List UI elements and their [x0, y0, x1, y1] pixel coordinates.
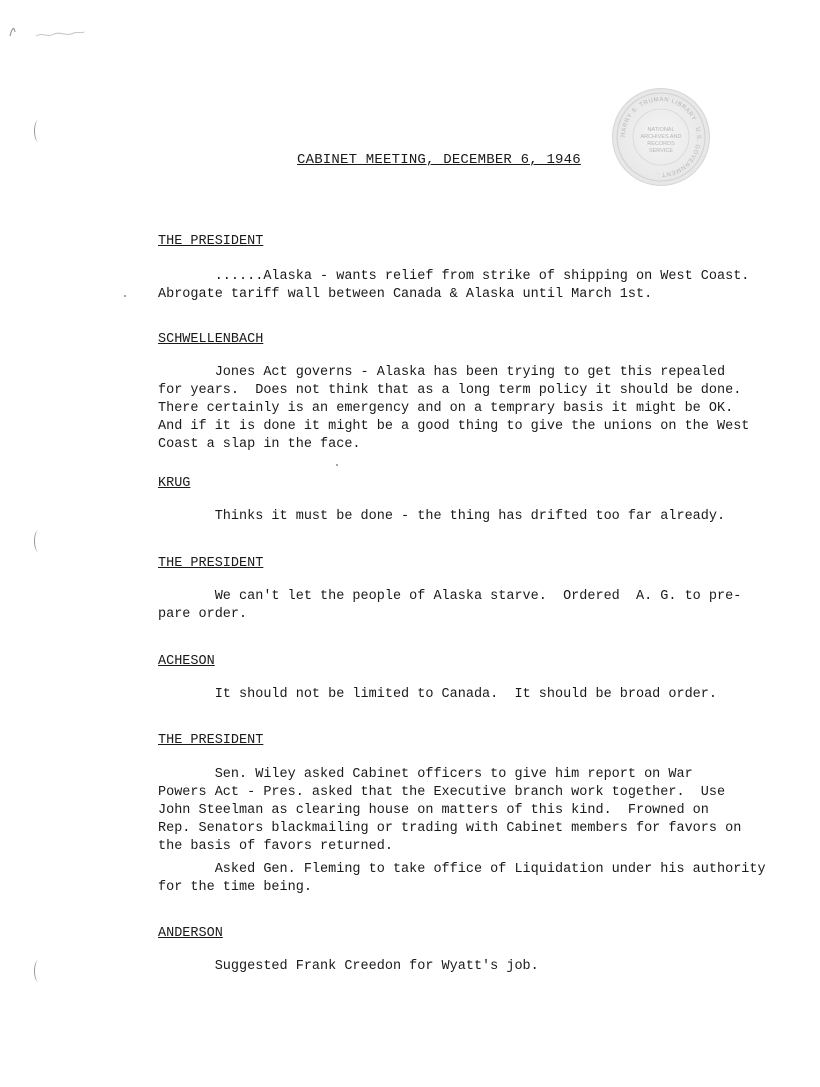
svg-text:HARRY S. TRUMAN LIBRARY · U.S.: HARRY S. TRUMAN LIBRARY · U.S. GOVERNMENT · — [620, 96, 702, 178]
speaker-heading: ANDERSON — [158, 926, 223, 941]
speaker-heading: KRUG — [158, 476, 191, 491]
statement-paragraph: It should not be limited to Canada. It should be broad order. — [158, 687, 717, 702]
svg-text:NATIONAL: NATIONAL — [647, 127, 675, 133]
stray-dot — [336, 464, 338, 466]
svg-text:RECORDS: RECORDS — [647, 141, 675, 147]
speaker-heading: SCHWELLENBACH — [158, 332, 264, 347]
punch-hole-mark — [34, 530, 43, 552]
speaker-heading: THE PRESIDENT — [158, 733, 264, 748]
statement-paragraph: Sen. Wiley asked Cabinet officers to give him report on War Powers Act - Pres. asked that the Executive branch work together. Use John Steelman as clearing house on matters of this kind. Frowned on Rep. Senators blackmailing or trading with Cabinet members for favors on the basis of favors returned. — [158, 767, 742, 854]
speaker-heading: ACHESON — [158, 654, 215, 669]
svg-text:SERVICE: SERVICE — [648, 148, 674, 154]
statement-paragraph: We can't let the people of Alaska starve. Ordered A. G. to pre- pare order. — [158, 589, 742, 622]
speaker-heading: THE PRESIDENT — [158, 556, 264, 571]
svg-text:ARCHIVES AND: ARCHIVES AND — [640, 134, 682, 140]
statement-paragraph: Thinks it must be done - the thing has drifted too far already. — [158, 509, 726, 524]
statement-paragraph: Suggested Frank Creedon for Wyatt's job. — [158, 959, 539, 974]
statement-paragraph: Jones Act governs - Alaska has been trying to get this repealed for years. Does not think that as a long term policy it should be done. There certainly is an emergency and on a temprary basis it might be OK. And if it is done it might be a good thing to give the unions on the West Coast a slap in the face. — [158, 365, 750, 452]
punch-hole-mark — [34, 960, 43, 982]
archive-stamp — [612, 88, 710, 186]
document-title: CABINET MEETING, DECEMBER 6, 1946 — [297, 152, 581, 168]
handwritten-mark — [8, 22, 98, 42]
statement-paragraph: ......Alaska - wants relief from strike of shipping on West Coast. Abrogate tariff wall between Canada & Alaska until March 1st. — [158, 269, 750, 302]
stray-dot — [124, 295, 126, 297]
statement-paragraph: Asked Gen. Fleming to take office of Liquidation under his authority for the time being. — [158, 862, 766, 895]
punch-hole-mark — [34, 120, 43, 142]
speaker-heading: THE PRESIDENT — [158, 234, 264, 249]
